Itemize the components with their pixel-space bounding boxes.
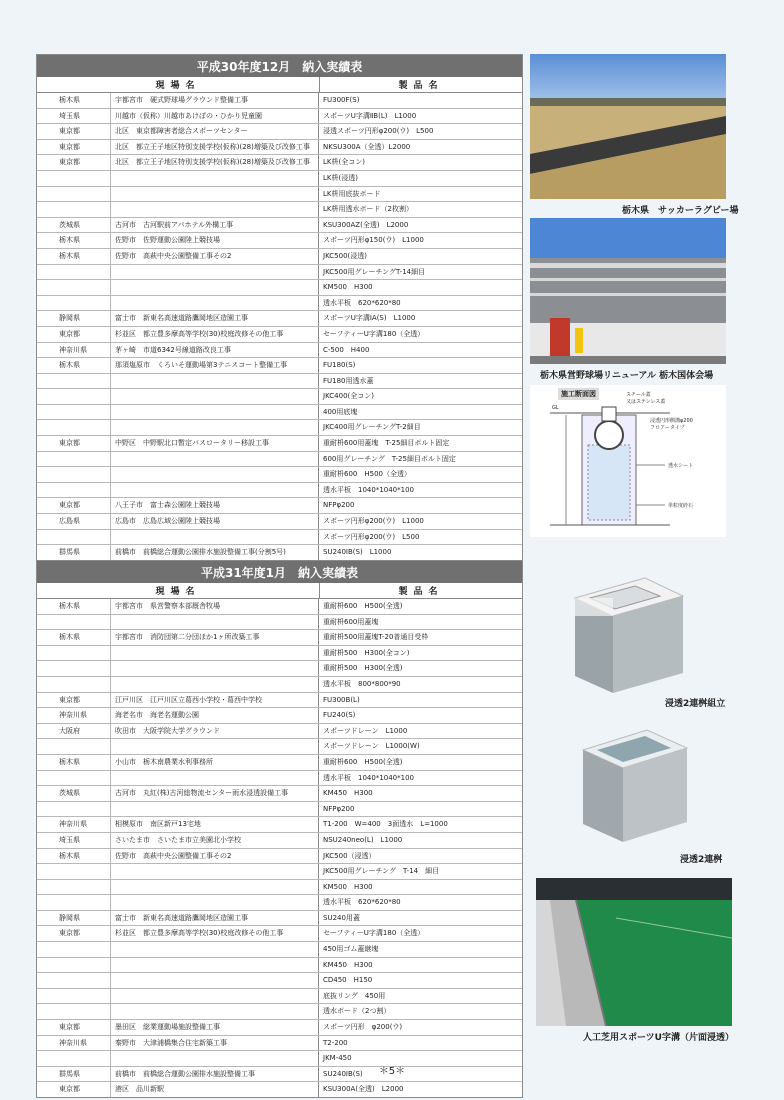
cell-prefecture: 栃木県: [37, 233, 111, 248]
cell-prefecture: 神奈川県: [37, 1036, 111, 1051]
table-row: [37, 989, 522, 1005]
cell-product: スポーツドレーン L1000(W): [323, 742, 420, 751]
cell-prefecture: 東京都: [37, 1082, 111, 1097]
cell-product: C-500 H400: [323, 345, 370, 354]
cell-prefecture: [37, 420, 111, 435]
cell-site: 八王子市 富士森公園陸上競技場: [111, 498, 319, 513]
cell-site: 佐野市 佐野運動公園陸上競技場: [111, 233, 319, 248]
table-row: [37, 452, 522, 468]
cell-site: [111, 661, 319, 676]
cell-product: 浸透スポーツ円形φ200(ウ) L500: [323, 127, 434, 136]
cell-site: [111, 405, 319, 420]
cell-product: スポーツ円形 φ200(ウ): [323, 1023, 403, 1032]
cell-site: [111, 942, 319, 957]
cell-product: FU180(S): [323, 361, 356, 370]
cell-product: KSU300AZ(全透) L2000: [323, 220, 409, 229]
cell-prefecture: [37, 280, 111, 295]
cell-prefecture: 東京都: [37, 926, 111, 941]
table-row: [37, 265, 522, 281]
table-row: [37, 724, 522, 740]
cell-product: SU240用蓋: [323, 913, 360, 922]
cell-product: JKC500（浸透）: [323, 851, 376, 860]
cell-product: 透水ボード（2つ割）: [323, 1007, 391, 1016]
cell-prefecture: 神奈川県: [37, 708, 111, 723]
cell-site: [111, 452, 319, 467]
table-row: [37, 739, 522, 755]
cell-product: FU300B(L): [323, 695, 360, 704]
cell-product: セーフティーU字溝180（全透）: [323, 329, 425, 338]
cell-prefecture: 栃木県: [37, 358, 111, 373]
cell-product: KM450 H300: [323, 960, 373, 969]
cell-site: [111, 187, 319, 202]
table-row: [37, 405, 522, 421]
caption-basin-assembled: 浸透2連桝組立: [665, 699, 726, 709]
cell-site: [111, 802, 319, 817]
table-row: [37, 280, 522, 296]
table-row: [37, 911, 522, 927]
table-row: [37, 498, 522, 514]
cell-product: KSU300A(全透) L2000: [323, 1085, 404, 1094]
diagram-label-gravel: 単粒度砕石: [668, 503, 694, 509]
cell-prefecture: 東京都: [37, 498, 111, 513]
cell-site: 北区 東京都障害者総合スポーツセンター: [111, 124, 319, 139]
cell-site: [111, 374, 319, 389]
table-row: [37, 420, 522, 436]
cell-product: スポーツ円形φ150(ウ) L1000: [323, 236, 424, 245]
cell-site: 茅ヶ崎 市道6342号線道路改良工事: [111, 343, 319, 358]
table-row: [37, 1082, 522, 1097]
table-row: [37, 942, 522, 958]
diagram-label-lid: スチール蓋: [626, 392, 651, 398]
cell-prefecture: 栃木県: [37, 630, 111, 645]
cell-product: 重耐枡600用蓋塊: [323, 617, 379, 626]
cell-site: [111, 739, 319, 754]
header-site: 現場名: [37, 77, 320, 92]
cell-site: [111, 771, 319, 786]
page-number: ＊5＊: [378, 1066, 406, 1077]
delivery-table-dec: [36, 54, 523, 592]
cell-site: 富士市 新東名高速道路鷹岡地区造園工事: [111, 311, 319, 326]
table-body: [37, 93, 522, 591]
caption-turf: 人工芝用スポーツU字溝（片面浸透）: [583, 1033, 734, 1043]
cell-prefecture: 栃木県: [37, 93, 111, 108]
caption-stadium: 栃木県営野球場リニューアル 栃木国体会場: [540, 371, 714, 381]
cell-prefecture: 東京都: [37, 436, 111, 451]
cell-product: LK枡用底抜ボード: [323, 189, 381, 198]
cell-prefecture: [37, 389, 111, 404]
cell-site: 川越市（仮称）川越市あけぼの・ひかり児童園: [111, 109, 319, 124]
table-row: [37, 327, 522, 343]
photo-basin: [575, 722, 695, 847]
cell-site: [111, 296, 319, 311]
table-header: [37, 77, 522, 93]
cell-product: 重耐枡500 H300(全透): [323, 664, 403, 673]
cell-prefecture: [37, 452, 111, 467]
table-row: [37, 895, 522, 911]
table-row: [37, 646, 522, 662]
cell-site: 宇都宮市 県営警察本部厩舎牧場: [111, 599, 319, 614]
table-row: [37, 109, 522, 125]
cell-site: 相模原市 南区新戸13宅地: [111, 817, 319, 832]
cell-site: [111, 989, 319, 1004]
cell-prefecture: [37, 677, 111, 692]
header-product: 製品名: [398, 81, 444, 91]
cell-site: さいたま市 さいたま市立美園北小学校: [111, 833, 319, 848]
cell-site: [111, 864, 319, 879]
cross-section-diagram: [530, 385, 726, 537]
cell-product: セーフティーU字溝180（全透）: [323, 929, 425, 938]
cell-product: LK枡(浸透): [323, 173, 358, 182]
cell-product: CD450 H150: [323, 976, 373, 985]
diagram-label-sheet: 透水シート: [668, 463, 694, 469]
cell-prefecture: [37, 864, 111, 879]
diagram-label-lid2: 又はステンレス蓋: [626, 399, 666, 405]
cell-product: KM500 H300: [323, 283, 373, 292]
cell-product: NSU240neo(L) L1000: [323, 835, 403, 844]
photo-artificial-turf: [536, 878, 732, 1026]
cell-prefecture: 群馬県: [37, 1067, 111, 1082]
cell-product: SU240ⅠB(S) L1000: [323, 548, 392, 557]
cell-prefecture: 静岡県: [37, 311, 111, 326]
table-row: [37, 436, 522, 452]
cell-site: [111, 646, 319, 661]
table-row: [37, 202, 522, 218]
cell-site: [111, 265, 319, 280]
cell-prefecture: 栃木県: [37, 849, 111, 864]
cell-product: JKC400用グレーチングT-2細目: [323, 423, 421, 432]
cell-site: [111, 420, 319, 435]
cell-site: 前橋市 前橋総合運動公園排水施設整備工事: [111, 1067, 319, 1082]
table-row: [37, 124, 522, 140]
cell-prefecture: [37, 187, 111, 202]
cell-prefecture: 茨城県: [37, 218, 111, 233]
table-row: [37, 661, 522, 677]
photo-soccer-field: [530, 54, 726, 199]
cell-product: 400用底塊: [323, 407, 358, 416]
header-product: 製品名: [398, 587, 444, 597]
table-row: [37, 817, 522, 833]
table-row: [37, 140, 522, 156]
table-row: [37, 514, 522, 530]
cell-site: 佐野市 高萩中央公園整備工事その2: [111, 249, 319, 264]
cell-prefecture: [37, 739, 111, 754]
table-row: [37, 374, 522, 390]
table-row: [37, 1036, 522, 1052]
cell-product: NFPφ200: [323, 501, 355, 510]
table-row: [37, 973, 522, 989]
cell-product: 重耐枡500用蓋塊T-20普通目受枠: [323, 633, 429, 642]
table-row: [37, 311, 522, 327]
cell-product: 重耐枡500 H300(全コン): [323, 648, 410, 657]
cell-product: JKC500(浸透): [323, 251, 367, 260]
cell-prefecture: 群馬県: [37, 545, 111, 560]
cell-product: 透水平板 620*620*80: [323, 898, 401, 907]
cell-site: 杉並区 都立豊多摩高等学校(30)校庭改修その他工事: [111, 926, 319, 941]
cell-product: FU240(S): [323, 711, 356, 720]
delivery-table-jan: [36, 560, 523, 1098]
cell-prefecture: [37, 1004, 111, 1019]
cell-product: JKC500用グレーチング T-14 細目: [323, 867, 440, 876]
cell-product: スポーツU字溝ⅠA(S) L1000: [323, 314, 416, 323]
cell-site: [111, 973, 319, 988]
cell-product: スポーツ円形φ200(ウ) L1000: [323, 517, 424, 526]
table-row: [37, 677, 522, 693]
table-title: 平成30年度12月 納入実績表: [37, 55, 522, 77]
cell-site: [111, 615, 319, 630]
cell-site: 中野区 中野駅北口暫定バスロータリー移設工事: [111, 436, 319, 451]
table-row: [37, 155, 522, 171]
cell-site: 北区 都立王子地区特別支援学校(仮称)(28)増築及び改修工事: [111, 155, 319, 170]
cell-product: NFPφ200: [323, 804, 355, 813]
table-row: [37, 218, 522, 234]
cell-site: [111, 171, 319, 186]
cell-product: JKC400(全コン): [323, 392, 374, 401]
caption-basin: 浸透2連桝: [680, 855, 723, 865]
cell-product: SU240ⅠB(S): [323, 1069, 363, 1078]
table-row: [37, 880, 522, 896]
table-header: [37, 583, 522, 599]
cell-site: 宇都宮市 硬式野球場グラウンド整備工事: [111, 93, 319, 108]
cell-prefecture: [37, 958, 111, 973]
cell-prefecture: [37, 202, 111, 217]
cell-site: 広島市 広島広域公園陸上競技場: [111, 514, 319, 529]
cell-site: 古河市 古河駅前アパホテル外構工事: [111, 218, 319, 233]
table-body: [37, 599, 522, 1097]
cell-site: 秦野市 大津浦橋集合住宅新築工事: [111, 1036, 319, 1051]
cell-product: 透水平板 1040*1040*100: [323, 773, 414, 782]
cell-prefecture: [37, 646, 111, 661]
table-row: [37, 545, 522, 561]
cell-site: [111, 280, 319, 295]
cell-product: JKC500用グレーチングT-14細目: [323, 267, 426, 276]
cell-prefecture: 埼玉県: [37, 109, 111, 124]
table-title: 平成31年度1月 納入実績表: [37, 561, 522, 583]
cell-prefecture: [37, 265, 111, 280]
cell-product: 重耐枡600 H500（全透）: [323, 470, 411, 479]
cell-product: NKSU300A（全透）L2000: [323, 142, 411, 151]
table-row: [37, 958, 522, 974]
cell-prefecture: 茨城県: [37, 786, 111, 801]
cell-site: 那須塩原市 くろいそ運動場第3テニスコート整備工事: [111, 358, 319, 373]
cell-prefecture: 大阪府: [37, 724, 111, 739]
cell-site: [111, 467, 319, 482]
cell-product: 重耐枡600用蓋塊 T-25細目ボルト固定: [323, 439, 450, 448]
cell-prefecture: 東京都: [37, 124, 111, 139]
cell-site: 港区 品川新駅: [111, 1082, 319, 1097]
table-row: [37, 693, 522, 709]
cell-site: 前橋市 前橋総合運動公園排水施設整備工事(分割5号): [111, 545, 319, 560]
cell-site: [111, 895, 319, 910]
cell-site: [111, 880, 319, 895]
table-row: [37, 802, 522, 818]
cell-site: [111, 1004, 319, 1019]
table-row: [37, 467, 522, 483]
cell-site: [111, 202, 319, 217]
cell-site: 江戸川区 江戸川区立葛西小学校・葛西中学校: [111, 693, 319, 708]
table-row: [37, 249, 522, 265]
photo-stadium: [530, 218, 726, 364]
diagram-label-pipe: 浸透円形側溝φ200: [650, 418, 693, 424]
cell-prefecture: [37, 483, 111, 498]
cell-site: 佐野市 高萩中央公園整備工事その2: [111, 849, 319, 864]
cell-prefecture: [37, 802, 111, 817]
cell-product: 透水平板 800*800*90: [323, 679, 401, 688]
cell-prefecture: [37, 942, 111, 957]
cell-prefecture: 栃木県: [37, 249, 111, 264]
table-row: [37, 615, 522, 631]
cell-site: 海老名市 海老名運動公園: [111, 708, 319, 723]
cell-product: 透水平板 1040*1040*100: [323, 485, 414, 494]
cell-prefecture: 埼玉県: [37, 833, 111, 848]
table-row: [37, 389, 522, 405]
cell-site: [111, 677, 319, 692]
table-row: [37, 708, 522, 724]
cell-product: T2-200: [323, 1038, 348, 1047]
diagram-label-pipe2: フロアータイプ: [650, 425, 685, 431]
cell-product: T1-200 W=400 3面透水 L=1000: [323, 820, 448, 829]
table-row: [37, 296, 522, 312]
cell-site: 吹田市 大阪学院大学グラウンド: [111, 724, 319, 739]
header-site: 現場名: [37, 583, 320, 598]
table-row: [37, 849, 522, 865]
cell-prefecture: [37, 374, 111, 389]
table-row: [37, 771, 522, 787]
cell-product: 重耐枡600 H500(全透): [323, 602, 403, 610]
cell-site: 古河市 丸紅(株)古河総物流センター雨水浸透設備工事: [111, 786, 319, 801]
cell-product: 底抜リング 450用: [323, 991, 386, 1000]
table-row: [37, 233, 522, 249]
cell-product: スポーツ円形φ200(ウ) L500: [323, 532, 420, 541]
photo-basin-assembled: [565, 568, 690, 698]
table-row: [37, 833, 522, 849]
table-row: [37, 187, 522, 203]
cell-site: 北区 都立王子地区特別支援学校(仮称)(28)増築及び改修工事: [111, 140, 319, 155]
cell-product: 重耐枡600 H500(全透): [323, 757, 403, 766]
cell-site: 杉並区 都立豊多摩高等学校(30)校庭改修その他工事: [111, 327, 319, 342]
cell-prefecture: 広島県: [37, 514, 111, 529]
cell-product: FU180用透水蓋: [323, 376, 374, 385]
cell-prefecture: 栃木県: [37, 755, 111, 770]
table-row: [37, 171, 522, 187]
table-row: [37, 93, 522, 109]
table-row: [37, 630, 522, 646]
cell-prefecture: [37, 405, 111, 420]
cell-prefecture: [37, 171, 111, 186]
table-row: [37, 1004, 522, 1020]
cell-site: [111, 483, 319, 498]
cell-site: [111, 389, 319, 404]
cell-product: KM450 H300: [323, 789, 373, 798]
cell-site: 富士市 新東名高速道路鷹岡地区造園工事: [111, 911, 319, 926]
cell-product: JKM-450: [323, 1054, 352, 1063]
cell-prefecture: [37, 880, 111, 895]
cell-prefecture: 東京都: [37, 327, 111, 342]
cell-prefecture: [37, 296, 111, 311]
cell-prefecture: 栃木県: [37, 599, 111, 614]
table-row: [37, 1020, 522, 1036]
cell-product: 450用ゴム蓋継塊: [323, 945, 379, 954]
cell-prefecture: 神奈川県: [37, 817, 111, 832]
diagram-label-gl: GL: [552, 405, 559, 411]
cell-product: LK枡(全コン): [323, 158, 365, 167]
cell-product: 透水平板 620*620*80: [323, 298, 401, 307]
cell-product: LK枡用透水ボード（2枚割）: [323, 205, 413, 214]
table-row: [37, 926, 522, 942]
table-row: [37, 599, 522, 615]
table-row: [37, 483, 522, 499]
cell-prefecture: 神奈川県: [37, 343, 111, 358]
cell-site: 墨田区 総業運動場施設整備工事: [111, 1020, 319, 1035]
cell-prefecture: 静岡県: [37, 911, 111, 926]
cell-prefecture: [37, 615, 111, 630]
table-row: [37, 755, 522, 771]
table-row: [37, 343, 522, 359]
cell-prefecture: [37, 661, 111, 676]
cell-product: FU300F(S): [323, 96, 360, 104]
cell-site: 小山市 栃木南農業水利事務所: [111, 755, 319, 770]
cell-prefecture: 東京都: [37, 140, 111, 155]
cell-product: スポーツドレーン L1000: [323, 726, 408, 735]
cell-product: KM500 H300: [323, 882, 373, 891]
diagram-title: 施工断面図: [558, 388, 599, 400]
cell-site: [111, 958, 319, 973]
cell-prefecture: [37, 771, 111, 786]
cell-prefecture: [37, 467, 111, 482]
cell-prefecture: [37, 895, 111, 910]
cell-prefecture: 東京都: [37, 693, 111, 708]
caption-soccer: 栃木県 サッカーラグビー場: [622, 206, 739, 216]
cell-product: スポーツU字溝ⅡB(L) L1000: [323, 111, 417, 120]
cell-prefecture: 東京都: [37, 155, 111, 170]
cell-prefecture: [37, 973, 111, 988]
table-row: [37, 358, 522, 374]
table-row: [37, 530, 522, 546]
cell-prefecture: [37, 989, 111, 1004]
cell-site: 宇都宮市 消防団第二分団ほか1ヶ所改築工事: [111, 630, 319, 645]
cell-prefecture: [37, 530, 111, 545]
table-row: [37, 786, 522, 802]
cell-product: 600用グレーチング T-25細目ボルト固定: [323, 454, 456, 463]
table-row: [37, 864, 522, 880]
cell-site: [111, 530, 319, 545]
cell-prefecture: 東京都: [37, 1020, 111, 1035]
